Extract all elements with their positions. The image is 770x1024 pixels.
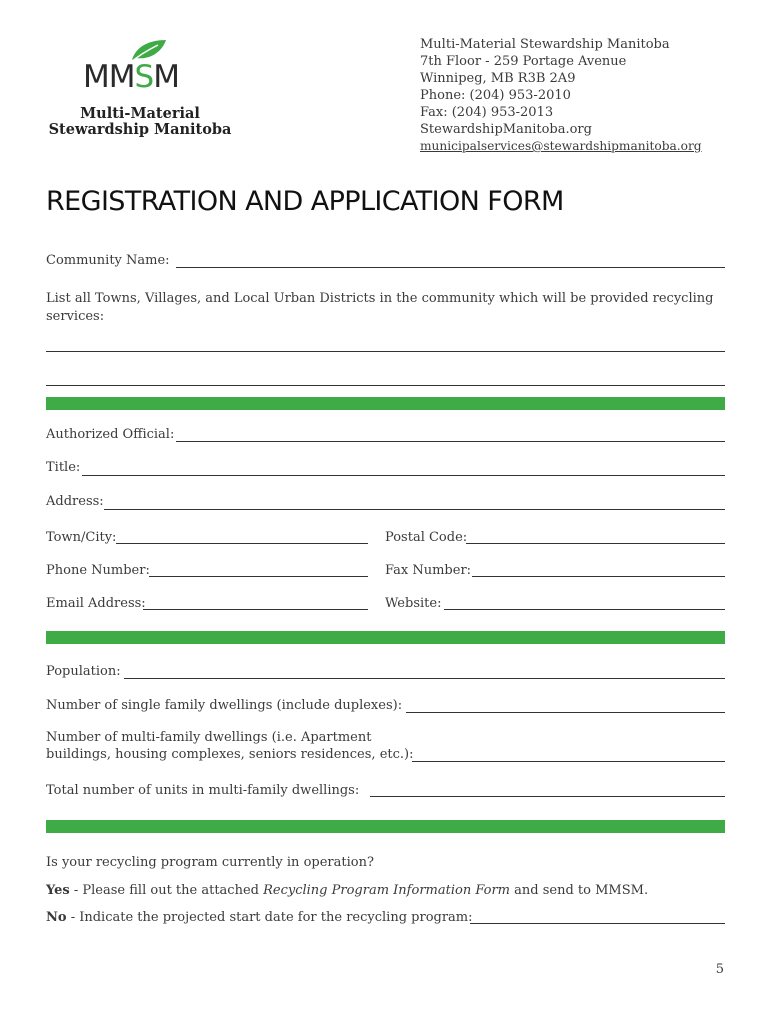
authorized-official-label: Authorized Official: — [46, 427, 175, 442]
section-divider-1 — [46, 397, 725, 410]
logo-name: Multi-Material Stewardship Manitoba — [48, 105, 232, 138]
email-address-field[interactable] — [143, 609, 368, 610]
address-field[interactable] — [104, 509, 725, 510]
phone-number-label: Phone Number: — [46, 563, 150, 578]
single-family-field[interactable] — [406, 712, 725, 713]
community-name-label: Community Name: — [46, 253, 170, 268]
email-address-label: Email Address: — [46, 596, 146, 611]
recycling-program-form-ref: Recycling Program Information Form — [263, 883, 511, 898]
program-question: Is your recycling program currently in operation? — [46, 855, 374, 870]
street-address: 7th Floor - 259 Portage Avenue — [420, 54, 627, 69]
total-units-field[interactable] — [370, 796, 725, 797]
org-name: Multi-Material Stewardship Manitoba — [420, 37, 670, 52]
total-units-label: Total number of units in multi-family dwellings: — [46, 783, 360, 798]
single-family-label: Number of single family dwellings (include duplexes): — [46, 698, 403, 713]
website-label: Website: — [385, 596, 442, 611]
authorized-official-field[interactable] — [176, 441, 725, 442]
list-instruction-line2: services: — [46, 309, 105, 324]
community-name-field[interactable] — [176, 267, 725, 268]
no-option: No - Indicate the projected start date for the recycling program: — [46, 910, 473, 925]
logo-letters: MMSM — [83, 59, 179, 95]
phone-number-field[interactable] — [149, 576, 368, 577]
postal-code-field[interactable] — [466, 543, 725, 544]
fax-number-field[interactable] — [472, 576, 725, 577]
yes-option: Yes - Please fill out the attached Recycling Program Information Form and send to MMSM. — [46, 883, 649, 898]
title-field[interactable] — [82, 475, 725, 476]
population-field[interactable] — [124, 678, 725, 679]
website-field[interactable] — [444, 609, 725, 610]
start-date-field[interactable] — [470, 923, 725, 924]
city-postal: Winnipeg, MB R3B 2A9 — [420, 71, 576, 86]
address-label: Address: — [46, 494, 104, 509]
fax-text: Fax: (204) 953-2013 — [420, 105, 554, 120]
multi-family-label-line2: buildings, housing complexes, seniors residences, etc.): — [46, 747, 414, 762]
communities-field-2[interactable] — [46, 385, 725, 386]
mmsm-logo — [46, 38, 246, 148]
email-link[interactable]: municipalservices@stewardshipmanitoba.org — [420, 139, 702, 153]
yes-label: Yes — [46, 883, 70, 898]
contact-address-block — [420, 36, 702, 155]
fax-number-label: Fax Number: — [385, 563, 472, 578]
form-title: REGISTRATION AND APPLICATION FORM — [46, 186, 564, 217]
communities-field-1[interactable] — [46, 351, 725, 352]
multi-family-label-line1: Number of multi-family dwellings (i.e. Apartment — [46, 730, 372, 745]
multi-family-field[interactable] — [412, 761, 725, 762]
section-divider-3 — [46, 820, 725, 833]
town-city-field[interactable] — [116, 543, 368, 544]
title-label: Title: — [46, 460, 81, 475]
website-text: StewardshipManitoba.org — [420, 122, 592, 137]
phone-text: Phone: (204) 953-2010 — [420, 88, 571, 103]
page-number: 5 — [715, 962, 724, 977]
list-instruction-line1: List all Towns, Villages, and Local Urban Districts in the community which will be provided recycling — [46, 291, 714, 306]
population-label: Population: — [46, 664, 121, 679]
postal-code-label: Postal Code: — [385, 530, 468, 545]
section-divider-2 — [46, 631, 725, 644]
no-label: No — [46, 910, 67, 925]
town-city-label: Town/City: — [46, 530, 117, 545]
